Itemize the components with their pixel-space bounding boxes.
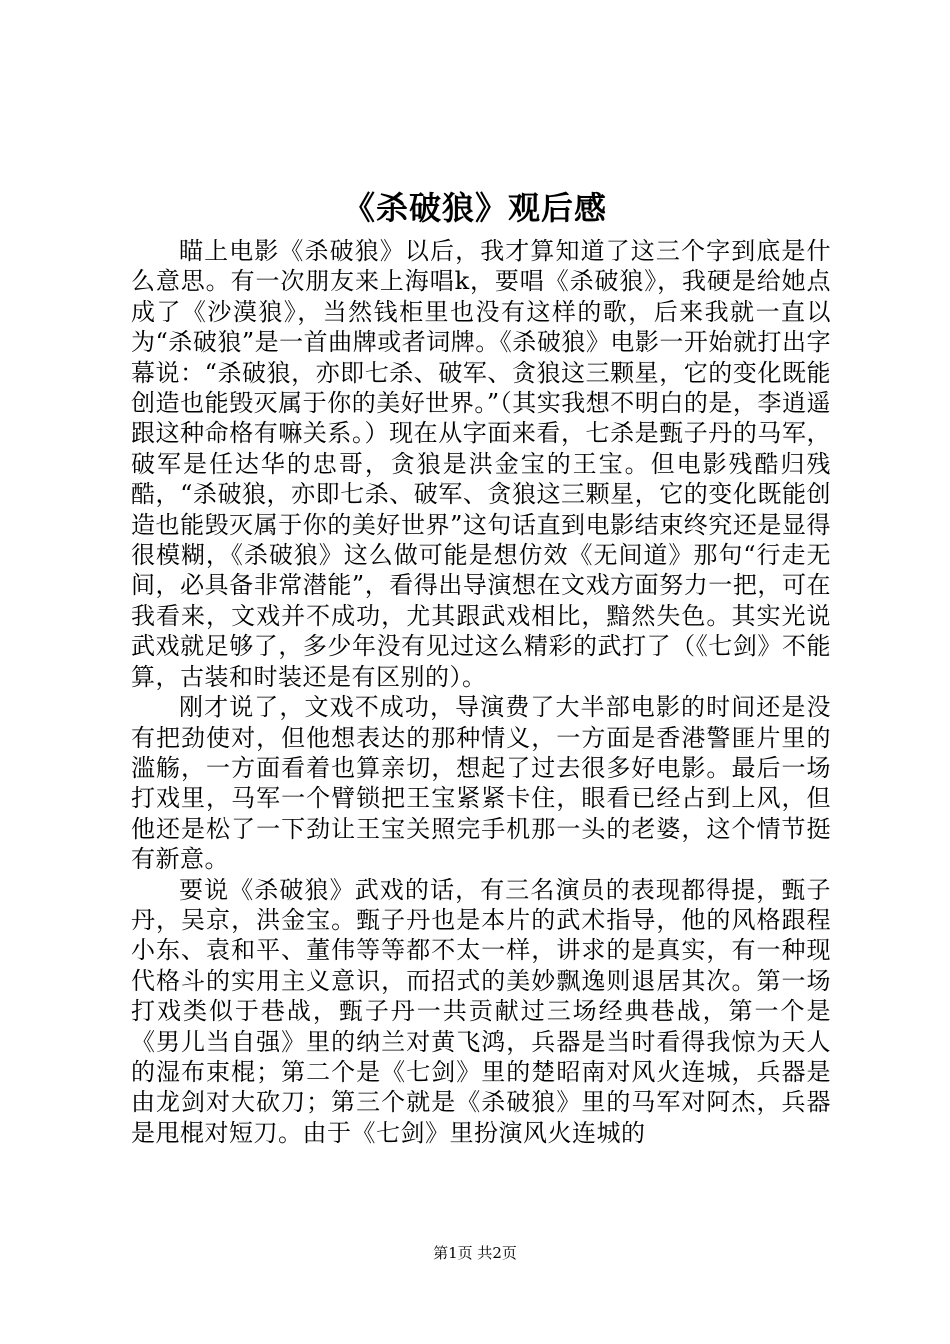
document-body — [131, 236, 831, 1148]
paragraph: 刚才说了，文戏不成功，导演费了大半部电影的时间还是没有把劲使对，但他想表达的那种情义，一方面是香港警匪片里的滥觞，一方面看着也算亲切，想起了过去很多好电影。最后一场打戏里，马军一个臂锁把王宝紧紧卡住，眼看已经占到上风，但他还是松了一下劲让王宝关照完手机那一头的老婆，这个情节挺有新意。 — [131, 693, 831, 874]
paragraph: 瞄上电影《杀破狼》以后，我才算知道了这三个字到底是什么意思。有一次朋友来上海唱k，要唱《杀破狼》，我硬是给她点成了《沙漠狼》，当然钱柜里也没有这样的歌，后来我就一直以为“杀破狼”是一首曲牌或者词牌。《杀破狼》电影一开始就打出字幕说：“杀破狼，亦即七杀、破军、贪狼这三颗星，它的变化既能创造也能毁灭属于你的美好世界。”（其实我想不明白的是，李逍遥跟这种命格有嘛关系。）现在从字面来看，七杀是甄子丹的马军，破军是任达华的忠哥，贪狼是洪金宝的王宝。但电影残酷归残酷，“杀破狼，亦即七杀、破军、贪狼这三颗星，它的变化既能创造也能毁灭属于你的美好世界”这句话直到电影结束终究还是显得很模糊，《杀破狼》这么做可能是想仿效《无间道》那句“行走无间，必具备非常潜能”，看得出导演想在文戏方面努力一把，可在我看来，文戏并不成功，尤其跟武戏相比，黯然失色。其实光说武戏就足够了，多少年没有见过这么精彩的武打了（《七剑》不能算，古装和时装还是有区别的）。 — [131, 237, 831, 691]
page-footer: 第1页 共2页 — [433, 1244, 517, 1262]
paragraph: 要说《杀破狼》武戏的话，有三名演员的表现都得提，甄子丹，吴京，洪金宝。甄子丹也是本片的武术指导，他的风格跟程小东、袁和平、董伟等等都不太一样，讲求的是真实，有一种现代格斗的实用主义意识，而招式的美妙飘逸则退居其次。第一场打戏类似于巷战，甄子丹一共贡献过三场经典巷战，第一个是《男儿当自强》里的纳兰对黄飞鸿，兵器是当时看得我惊为天人的湿布束棍；第二个是《七剑》里的楚昭南对风火连城，兵器是由龙剑对大砍刀；第三个就是《杀破狼》里的马军对阿杰，兵器是甩棍对短刀。由于《七剑》里扮演风火连城的 — [131, 875, 831, 1147]
document-title: 《杀破狼》观后感 — [342, 189, 607, 227]
